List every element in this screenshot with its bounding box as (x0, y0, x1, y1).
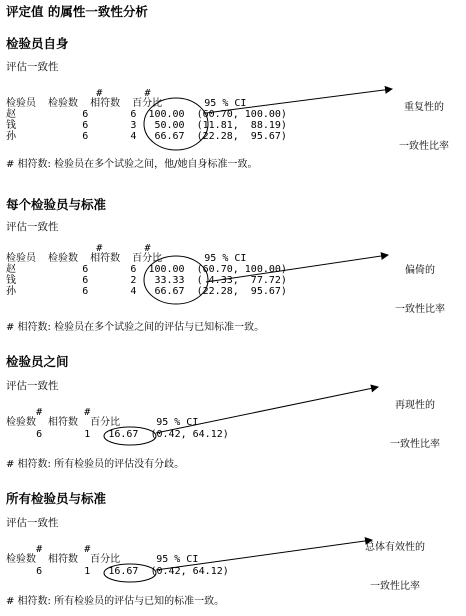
table-row: 6 1 16.67 (0.42, 64.12) (6, 566, 229, 577)
annotation-line: 一致性比率 (370, 581, 420, 592)
table-row: 6 1 16.67 (0.42, 64.12) (6, 429, 229, 440)
table-header-hash: # # (6, 407, 91, 418)
table-header: 检验数 相符数 百分比 95 % CI (6, 417, 199, 428)
section-heading-all-vs-standard: 所有检验员与标准 (6, 491, 107, 506)
table-header-hash: # # (6, 88, 151, 99)
section-heading-each-vs-standard: 每个检验员与标准 (6, 197, 107, 212)
footnote: # 相符数: 检验员在多个试验之间的评估与已知标准一致。 (6, 322, 265, 333)
page-title: 评定值 的属性一致性分析 (6, 4, 148, 19)
table-header-hash: # # (6, 243, 151, 254)
annotation-line: 一致性比率 (395, 304, 445, 315)
annotation-overall-effectiveness (340, 515, 450, 606)
annotation-line: 再现性的 (395, 400, 435, 411)
section-subheading: 评估一致性 (6, 221, 59, 233)
table-header-hash: # # (6, 544, 91, 555)
annotation-reproducibility (370, 373, 460, 464)
table-header: 检验员 检验数 相符数 百分比 95 % CI (6, 253, 247, 264)
table-row: 赵 6 6 100.00 (60.70, 100.00) (6, 264, 287, 275)
table-row: 钱 6 3 50.00 (11.81, 88.19) (6, 120, 287, 131)
annotation-bias (380, 238, 460, 329)
table-row: 钱 6 2 33.33 ( 4.33, 77.72) (6, 275, 287, 286)
annotation-line: 总体有效性的 (365, 542, 425, 553)
table-header: 检验员 检验数 相符数 百分比 95 % CI (6, 98, 247, 109)
footnote: # 相符数: 所有检验员的评估没有分歧。 (6, 459, 185, 470)
annotation-line: 重复性的 (404, 102, 444, 113)
section-subheading: 评估一致性 (6, 61, 59, 73)
section-subheading: 评估一致性 (6, 380, 59, 392)
table-row: 孙 6 4 66.67 (22.28, 95.67) (6, 286, 287, 297)
section-heading-within-appraiser: 检验员自身 (6, 36, 69, 51)
annotation-repeatability (384, 75, 464, 166)
footnote: # 相符数: 检验员在多个试验之间，他/她自身标准一致。 (6, 159, 258, 170)
annotation-line: 一致性比率 (390, 439, 440, 450)
section-subheading: 评估一致性 (6, 517, 59, 529)
table-header: 检验数 相符数 百分比 95 % CI (6, 554, 199, 565)
annotation-line: 一致性比率 (399, 141, 449, 152)
annotation-line: 偏倚的 (405, 265, 435, 276)
footnote: # 相符数: 所有检验员的评估与已知的标准一致。 (6, 596, 225, 607)
table-row: 孙 6 4 66.67 (22.28, 95.67) (6, 131, 287, 142)
section-heading-between-appraisers: 检验员之间 (6, 354, 69, 369)
table-row: 赵 6 6 100.00 (60.70, 100.00) (6, 109, 287, 120)
